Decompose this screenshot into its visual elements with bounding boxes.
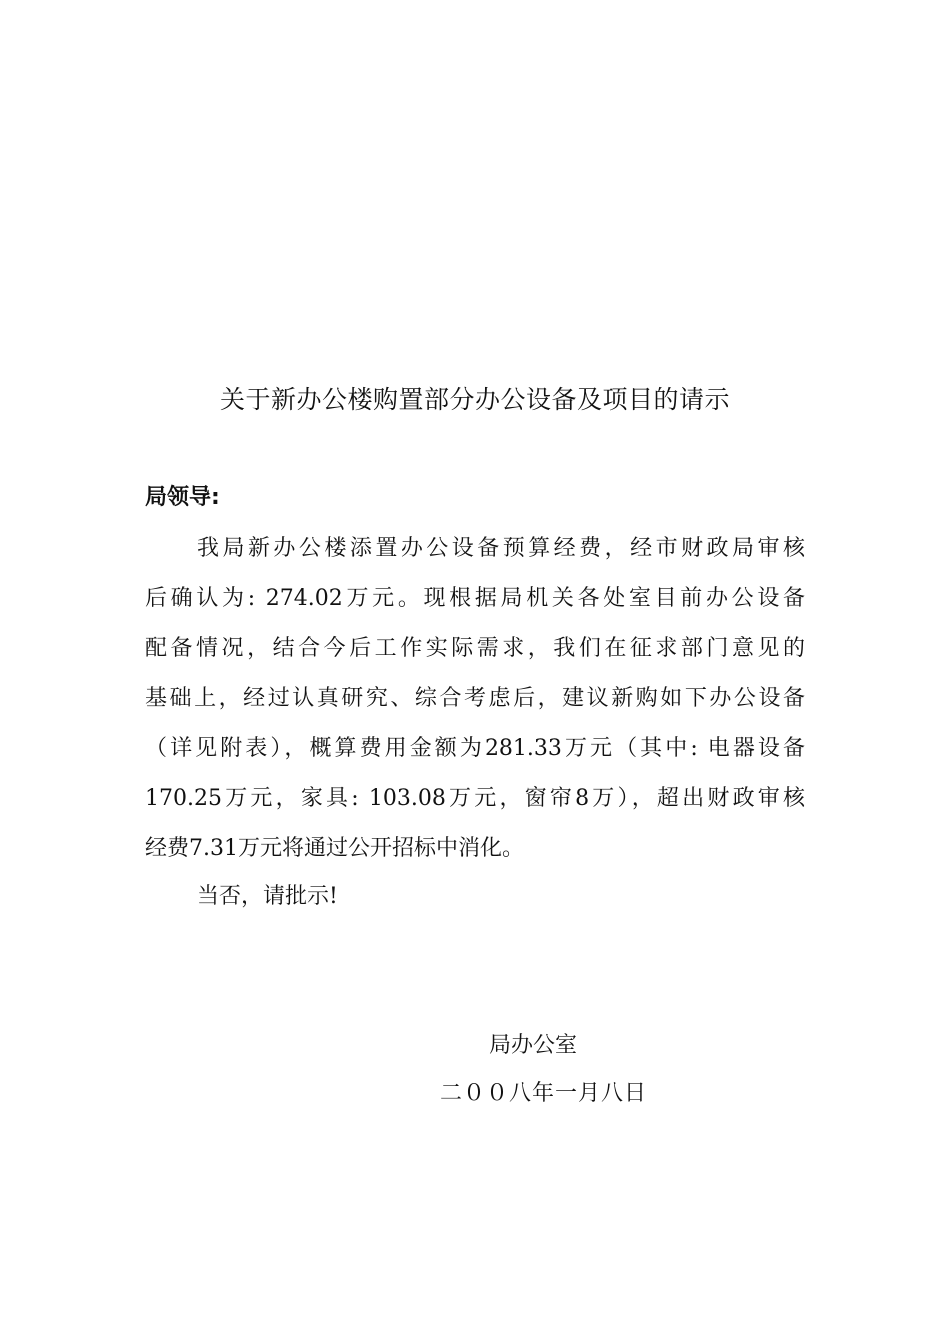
paragraph-line: （详见附表），概算费用金额为281.33万元（其中: 电器设备	[145, 736, 805, 761]
paragraph-line: 经费7.31万元将通过公开招标中消化。	[145, 836, 524, 861]
closing-request: 当否，请批示!	[197, 884, 338, 909]
paragraph-line: 后确认为: 274.02万元。现根据局机关各处室目前办公设备	[145, 586, 805, 611]
sender-department: 局办公室	[489, 1033, 578, 1058]
document-date: 二００八年一月八日	[440, 1081, 648, 1106]
paragraph-line: 基础上，经过认真研究、综合考虑后，建议新购如下办公设备	[145, 686, 805, 711]
paragraph-line: 170.25万元，家具: 103.08万元，窗帘8万），超出财政审核	[145, 786, 805, 811]
body-paragraph	[145, 524, 805, 874]
document-title: 关于新办公楼购置部分办公设备及项目的请示	[219, 385, 730, 414]
salutation: 局领导:	[145, 485, 220, 510]
paragraph-line: 我局新办公楼添置办公设备预算经费，经市财政局审核	[197, 536, 805, 561]
paragraph-line: 配备情况，结合今后工作实际需求，我们在征求部门意见的	[145, 636, 805, 661]
